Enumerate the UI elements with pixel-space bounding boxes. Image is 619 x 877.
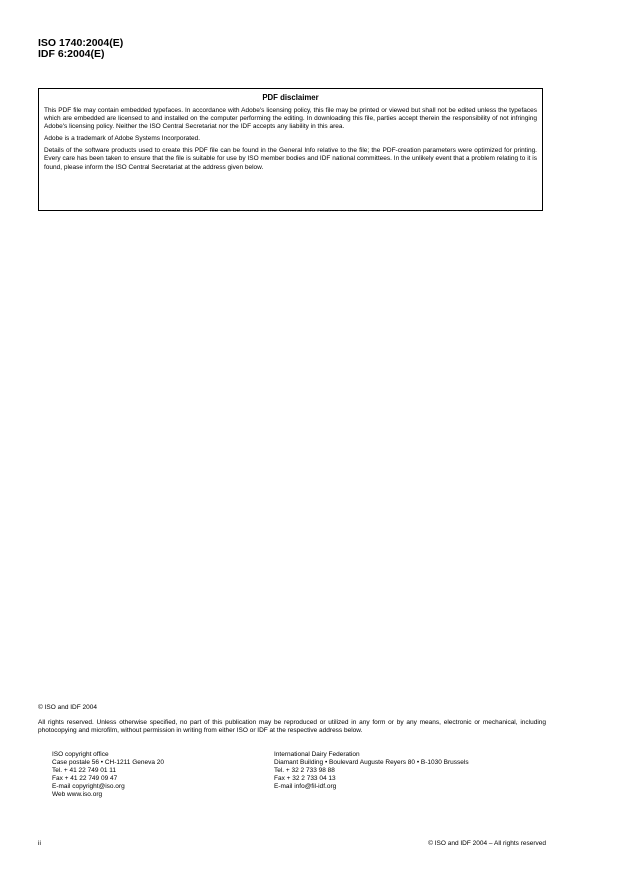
idf-email[interactable]: E-mail info@fil-idf.org bbox=[274, 783, 337, 791]
iso-contact bbox=[52, 751, 164, 800]
iso-address: Case postale 56 • CH-1211 Geneva 20 bbox=[52, 759, 165, 767]
standard-number-iso: ISO 1740:2004(E) bbox=[38, 37, 124, 49]
disclaimer-paragraph: This PDF file may contain embedded typefaces. In accordance with Adobe's licensing policy, this file may be printed or viewed but shall not be edited unless the typefaces which are embedded are licensed to and installed on the computer performing the editing. In downloading this file, parties accept therein the responsibility of not infringing Adobe's licensing policy. Neither the ISO Central Secretariat nor the IDF accepts any liability in this area. bbox=[44, 107, 537, 131]
standard-number-idf: IDF 6:2004(E) bbox=[38, 48, 105, 60]
pdf-disclaimer-box bbox=[38, 88, 543, 211]
copyright-section bbox=[38, 704, 546, 735]
iso-web[interactable]: Web www.iso.org bbox=[52, 791, 103, 799]
idf-address: Diamant Building • Boulevard Auguste Reyers 80 • B-1030 Brussels bbox=[274, 759, 469, 767]
iso-fax: Fax + 41 22 749 09 47 bbox=[52, 775, 118, 783]
idf-tel: Tel. + 32 2 733 98 88 bbox=[274, 767, 335, 775]
disclaimer-paragraph: Adobe is a trademark of Adobe Systems Incorporated. bbox=[44, 135, 201, 143]
iso-tel: Tel. + 41 22 749 01 11 bbox=[52, 767, 117, 775]
iso-office-name: ISO copyright office bbox=[52, 751, 109, 758]
idf-fax: Fax + 32 2 733 04 13 bbox=[274, 775, 336, 783]
iso-email[interactable]: E-mail copyright@iso.org bbox=[52, 783, 125, 791]
document-header bbox=[38, 38, 123, 60]
rights-statement: All rights reserved. Unless otherwise specified, no part of this publication may be reproduced or utilized in any form or by any means, electronic or mechanical, including photocopying and microfilm, without permission in writing from either ISO or IDF at the respective address below. bbox=[38, 719, 546, 734]
page-number: ii bbox=[38, 840, 41, 847]
idf-contact bbox=[274, 751, 469, 791]
disclaimer-title: PDF disclaimer bbox=[262, 93, 319, 102]
idf-name: International Dairy Federation bbox=[274, 751, 360, 758]
disclaimer-paragraph: Details of the software products used to create this PDF file can be found in the General Info relative to the file; the PDF-creation parameters were optimized for printing. Every care has been taken to ensure that the file is suitable for use by ISO member bodies and IDF national committees. In the unlikely event that a problem relating to it is found, please inform the ISO Central Secretariat at the address given below. bbox=[44, 147, 537, 171]
footer-copyright: © ISO and IDF 2004 – All rights reserved bbox=[428, 840, 546, 847]
copyright-line: © ISO and IDF 2004 bbox=[38, 704, 97, 711]
